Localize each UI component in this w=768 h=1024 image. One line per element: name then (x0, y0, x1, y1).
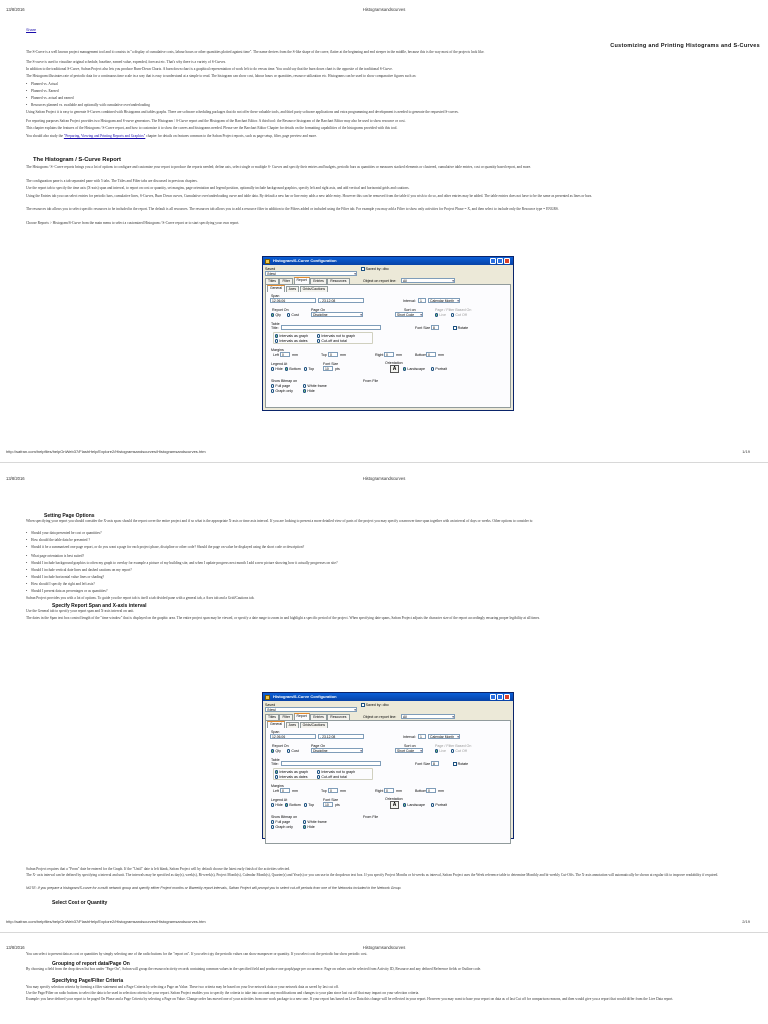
table-label: Table (271, 758, 280, 762)
p2-para-4: The dates in the Span text box control length of the "time window" that is displayed on the graphic area. The entire project span may be viewed, or specify a date range to zoom in and highlight a specific period of the project. When specifying date spans, Safran Project adjusts the character size of the report accordingly ensuring proper legibility at all times. (26, 616, 541, 620)
legend-hide-radio[interactable]: Hide (271, 803, 283, 807)
bottom-margin-label: Bottom (415, 789, 427, 793)
table-title-label: Title: (271, 326, 279, 330)
object-filter-select[interactable]: All ▾ (401, 278, 455, 283)
p2-bullet-2: • Should it be a summarized one page report, or do you want a page for each project phase, discipline or other code? Should the page on value be displayed using the short code or description? (26, 545, 742, 550)
intervals-not-graph-radio[interactable]: Intervals not to graph (317, 770, 355, 774)
legend-pts: pts (335, 803, 340, 807)
legend-at-label: Legend At (271, 798, 288, 802)
table-title-input[interactable] (281, 761, 381, 766)
right-margin-label: Right (375, 789, 384, 793)
page1-footer-page: 1/19 (742, 449, 750, 454)
tab-entries[interactable]: Entries (310, 714, 327, 720)
subtab-grids[interactable]: Grids/Cautions (300, 722, 328, 728)
p2-bullet-4: • Should I include background graphics to often my graph to overlay for example a picture of my building site, and when I update progress next month I add a new picture showing how it actually progresses on site? (26, 561, 742, 566)
bottom-mm: mm (438, 789, 444, 793)
interval-label: Interval: (403, 735, 416, 739)
intervals-graph-radio[interactable]: Intervals as graph (275, 334, 308, 338)
left-margin-label: Left (273, 789, 279, 793)
cutoff-total-radio[interactable]: Cut-off and total (317, 339, 347, 343)
top-margin-label: Top (321, 789, 327, 793)
p2-bullet-5: • Should I include vertical date lines and dashed cautions on my report? (26, 568, 742, 573)
maximize-button[interactable] (497, 694, 503, 700)
histogram-config-dialog-2[interactable] (262, 692, 514, 839)
orientation-label: Orientation (385, 797, 403, 801)
cost-radio[interactable]: Cost (287, 313, 299, 317)
saved-select[interactable]: (New) ▾ (265, 271, 357, 276)
tab-filter[interactable]: Filter (279, 278, 293, 284)
p2-note: NOTE: If you prepare a histogram/S-curve for a multi network group and specify either Project months or Biweekly report intervals, Safran Project will prompt you to select cut-off periods from one of the Networks included in the Network Group. (26, 886, 402, 890)
cutoff-radio: Cut Off (451, 749, 467, 753)
legend-top-radio[interactable]: Top (304, 803, 314, 807)
top-margin-input[interactable]: 0 (328, 788, 338, 793)
page-on-label: Page On (311, 744, 326, 748)
white-frame-radio[interactable]: White frame (303, 820, 327, 824)
legend-font-input[interactable]: 10 (323, 366, 333, 371)
sort-on-select[interactable]: Short Code ▾ (395, 748, 423, 753)
share-link[interactable]: Share (26, 28, 37, 32)
p2-para-1: When specifying your report you should consider the X-axis span: should the report cover the entire project and if so what is the appropriate X-axis or time axis interval. If you are looking to present a more detailed view of parts of the project you may specify a narrower time span together with an interval of days or weeks. Other options to consider is: (26, 519, 534, 523)
left-margin-input[interactable]: 0 (280, 788, 290, 793)
dialog-titlebar[interactable] (263, 257, 513, 265)
landscape-radio[interactable]: Landscape (403, 803, 425, 807)
page2-date: 13/8/2016 (6, 476, 25, 481)
cutoff-radio: Cut Off (451, 313, 467, 317)
span-to-input[interactable]: - 23.12.08 (318, 734, 364, 739)
p1-bullet-2: • Planned vs. actual and earned (26, 96, 742, 101)
p2-bullet-8: • Should I present data as percentages or as quantities? (26, 589, 742, 594)
font-size-input[interactable]: 8 (431, 325, 439, 330)
page1-footer-url: http://safran.com/helpfiles/helpOnWeb37/FlashHelp/Explore2/Histogramsandscurves/Histogramsandscurves.htm (6, 449, 206, 454)
interval-label: Interval: (403, 299, 416, 303)
subtab-axes[interactable]: Axes (286, 722, 300, 728)
graph-only-radio[interactable]: Graph only (271, 825, 293, 829)
show-bitmap-label: Show Bitmap on (271, 815, 298, 819)
span-label: Span (271, 730, 280, 734)
dialog-title: Histogram/S-Curve Configuration (273, 694, 337, 699)
p2-para-2: Safran Project provides you with a lot of options. To guide you the report tab is itself a tab divided pane with a general tab, a Axes tab and a Grid/Cautions tab. (26, 596, 255, 600)
live-radio: Live (435, 749, 446, 753)
p2-bullet-7: • How should I specify the right and left axis? (26, 582, 742, 587)
sub-tabs (267, 722, 329, 728)
close-button[interactable] (504, 694, 510, 700)
p3-para-5: Example: you have defined your report to be paged On Phase and a Page Criteria by selecting a Page on Value. Change order has moved one of your activities from one work package to a new one. If your report has based on Live Data this change will be reflected in your report. However you may want to base your report on data as of last Cut off for comparison reasons, and then would give you a report that would differ from the Live Data report. (26, 997, 674, 1001)
p1-para-2: In addition to the traditional S-Curve, Safran Project also lets you produce Burn-Down Charts. A burn down chart is a graphical representation of work left to do versus time. You could say that the burn down chart is the opposite of the traditional S-Curve. (26, 67, 393, 71)
page-filter-label: Page / Filter Based On (435, 744, 472, 748)
legend-bottom-radio[interactable]: Bottom (285, 803, 301, 807)
full-page-radio[interactable]: Full page (271, 820, 290, 824)
right-mm: mm (396, 789, 402, 793)
right-margin-input[interactable]: 0 (384, 352, 394, 357)
bitmap-hide-radio[interactable]: Hide (303, 825, 315, 829)
legend-font-label: Font Size (323, 362, 339, 366)
table-title-label: Title: (271, 762, 279, 766)
top-mm: mm (340, 789, 346, 793)
rotate-checkbox[interactable]: Rotate (453, 326, 468, 330)
close-button[interactable] (504, 258, 510, 264)
legend-font-input[interactable]: 10 (323, 802, 333, 807)
left-mm: mm (292, 353, 298, 357)
p3-para-4: Use the Page/Filter on radio buttons to select the data to be used in selection criteria for your report. Safran Project enables you to specify the criteria to take into account any modifications and changes to your plan since last cut off that may impact on your selection criteria. (26, 991, 420, 995)
page1-title: Histogramsandscurves (362, 7, 406, 12)
qty-radio[interactable]: Qty (271, 749, 281, 753)
span-to-input[interactable]: - 23.12.08 (318, 298, 364, 303)
p1-para3-5: Choose Reports > Histogram/S-Curve from the main menu to select a customized Histogram / S-Curve report or to start specifying your own report. (26, 221, 240, 225)
legend-top-radio[interactable]: Top (304, 367, 314, 371)
p1-para2-0: Using Safran Project it is easy to generate S-Curves combined with Histograms and tables graphs. There are software scheduling packages that do not offer these valuable tools, and third party software applications and extra programming and development is needed to generate the requested S-curves. (26, 110, 459, 114)
margins-label: Margins (271, 348, 284, 352)
orientation-label: Orientation (385, 361, 403, 365)
page1-heading: Customizing and Printing Histograms and S-Curves (610, 43, 760, 49)
intervals-dates-radio[interactable]: Intervals as dates (275, 339, 308, 343)
saved-by-checkbox[interactable]: Saved by: dbo (361, 267, 389, 271)
top-margin-label: Top (321, 353, 327, 357)
left-mm: mm (292, 789, 298, 793)
landscape-radio[interactable]: Landscape (403, 367, 425, 371)
page-on-label: Page On (311, 308, 326, 312)
saved-select[interactable]: (New) ▾ (265, 707, 357, 712)
left-margin-input[interactable]: 0 (280, 352, 290, 357)
font-size-label: Font Size (415, 762, 431, 766)
bottom-mm: mm (438, 353, 444, 357)
from-file-label: From File (363, 815, 379, 819)
report-on-label: Report On (272, 744, 289, 748)
legend-at-label: Legend At (271, 362, 288, 366)
font-size-label: Font Size (415, 326, 431, 330)
p1-para2-1: For reporting purposes Safran Project provides two Histogram and S-curve generators. The Histogram / S-Curve report and the Histogram of the Barchart Editor. A third tool: the Resource histogram of the Barchart Editor may also be used to show resource or cost. (26, 119, 406, 123)
cost-radio[interactable]: Cost (287, 749, 299, 753)
tab-entries[interactable]: Entries (310, 278, 327, 284)
intervals-graph-radio[interactable]: Intervals as graph (275, 770, 308, 774)
bitmap-hide-radio[interactable]: Hide (303, 389, 315, 393)
span-label: Span (271, 294, 280, 298)
p3-para-1: You can select to present data as cost or quantities by simply selecting one of the radio buttons for the "report on". If you select qty the periodic values can show manpower or quantity. If you select cost the periodic bar show periodic cost. (26, 952, 368, 956)
setting-page-options-heading: Setting Page Options (44, 513, 95, 519)
show-bitmap-label: Show Bitmap on (271, 379, 298, 383)
p2-bullet-3: • What page orientation is best suited? (26, 554, 742, 559)
p1-para3-4: The resources tab allows you to select specific resources to be included in the report. The default is all resources. The resources tab allows you to add a resource filter in addition to the Filters added or included using the Filter tab. For example you may add a Filter to show only activities for Project Phase = X, and then select to include only the Resource type = ENGRS. (26, 207, 559, 211)
maximize-button[interactable] (497, 258, 503, 264)
p2-para-6: The X- axis interval can be defined by specifying a interval and unit. The intervals may be specified as day(s), week(s), Bi-week(s), Project Month(s), Calendar Month(s), Quarter(s) and Year(s) or you can use in the dropdown text box. If you specify Project Months or bi-weeks as interval, Safran Project uses the Week reference table to determine Monthly and bi-weekly Cut-Offs. The X-axis annotation will automatically be shown at regular tilt to improve readability if required. (26, 873, 719, 877)
subtab-grids[interactable]: Grids/Cautions (300, 286, 328, 292)
tab-report[interactable]: Report (294, 277, 310, 284)
histogram-config-dialog[interactable] (262, 256, 514, 411)
tab-report[interactable]: Report (294, 713, 310, 720)
p1-para-3: The Histogram illustrates rate of periodic data for a continuous time scale in a way that is easy to understand at a simple to read. The histogram can show cost, labour hours or quantities, resource utilization etc. Histograms can be used to show comparative figures such as: (26, 74, 417, 78)
table-label: Table (271, 322, 280, 326)
table-title-input[interactable] (281, 325, 381, 330)
subtab-general[interactable]: General (267, 285, 285, 292)
legend-bottom-radio[interactable]: Bottom (285, 367, 301, 371)
p1-para3-0: The Histogram / S- Curve reports brings you a lot of options to configure and customize your report to produce the reports needed; define axis, select single or multiple S- Curves and specify their entries and budgets, periodic bars as quantities or measures stacked elements or clustered, cumulative table entries, cost or quantity based report, and more. (26, 165, 532, 169)
tab-filter[interactable]: Filter (279, 714, 293, 720)
interval-input[interactable]: 1 (418, 734, 426, 739)
intervals-not-graph-radio[interactable]: Intervals not to graph (317, 334, 355, 338)
legend-hide-radio[interactable]: Hide (271, 367, 283, 371)
report-on-label: Report On (272, 308, 289, 312)
reports-chapter-link[interactable]: "Preparing, Viewing and Printing Reports and Graphics" (63, 134, 146, 138)
orientation-icon: A (390, 801, 399, 809)
report-span-heading: Specify Report Span and X-axis interval (52, 603, 147, 609)
page2-footer-page: 2/19 (742, 919, 750, 924)
p1-para3-3: Using the Entries tab you can select entries for periodic bars, cumulative lines, S-Curves, Burn Down curves, Cumulative over/underloading curve and table data. By default a new bar or line entry adds a new table entry. However this can be removed from the table if you wish to do so, and other entries may be added. The table entries does not have to be the same as presented as lines or bars. (26, 194, 593, 198)
bottom-margin-input[interactable]: 0 (426, 788, 436, 793)
graph-only-radio[interactable]: Graph only (271, 389, 293, 393)
interval-unit-select[interactable]: Calendar Month ▾ (428, 298, 460, 303)
full-page-radio[interactable]: Full page (271, 384, 290, 388)
page-filter-label: Page / Filter Based On (435, 308, 472, 312)
bottom-margin-input[interactable]: 0 (426, 352, 436, 357)
p1-bullet-0: • Planned vs. Actual (26, 82, 742, 87)
top-mm: mm (340, 353, 346, 357)
bottom-margin-label: Bottom (415, 353, 427, 357)
p1-para-0: The S-Curve is a well known project management tool and it consists in "a display of cumulative costs, labour hours or other quantities plotted against time". The name derives from the S-like shape of the curve, flatter at the beginning and end steeper in the middle, because this is the way most of the projects look like. (26, 50, 485, 54)
tab-titles[interactable]: Titles (265, 278, 279, 284)
page-filter-heading: Specifying Page/Filter Criteria (52, 978, 124, 984)
qty-radio[interactable]: Qty (271, 313, 281, 317)
p3-para-2: By choosing a field from the drop down list box under "Page On", Safran will group the resource/activity records containing common values in the specified field and produce one graph/page per occurrence. Page on values can be selected from Activity ID, Resource and any defined Reference fields or Outline code. (26, 967, 482, 971)
object-filter-select[interactable]: All ▾ (401, 714, 455, 719)
p1-see-also: You should also study the "Preparing, Viewing and Printing Reports and Graphics" chapter for details on features common to the Safran Project reports, such as page setup, filter, page preview and more. (26, 134, 317, 138)
legend-pts: pts (335, 367, 340, 371)
portrait-radio[interactable]: Portrait (431, 803, 447, 807)
cutoff-total-radio[interactable]: Cut-off and total (317, 775, 347, 779)
subtab-axes[interactable]: Axes (286, 286, 300, 292)
saved-label: Saved (265, 703, 276, 707)
app-icon (265, 259, 270, 264)
dialog-title: Histogram/S-Curve Configuration (273, 258, 337, 263)
p1-para3-1: The configuration pane is a tab separated pane with 5 tabs. The Titles and Filter tabs are discussed in previous chapters. (26, 179, 198, 183)
p2-bullet-0: • Should your data presented be cost or quantities? (26, 531, 742, 536)
p3-para-3: You may specify selection criteria by forming a filter statement and a Page Criteria by selecting a Page on Value. These two criteria may be based on your live network data or your network data as saved by last cut off. (26, 985, 339, 989)
sub-tabs (267, 286, 329, 292)
tab-resources[interactable]: Resources (327, 714, 349, 720)
sort-on-select[interactable]: Short Code ▾ (395, 312, 423, 317)
right-margin-input[interactable]: 0 (384, 788, 394, 793)
p1-para3-2: Use the report tab to specify the time axis (X-axis) span and interval, to report on cost or quantity, set margins, page orientation and legend position, optionally include background graphics, specify left and right axis, and add vertical and horizontal grids and cautions. (26, 186, 410, 190)
interval-unit-select[interactable]: Calendar Month ▾ (428, 734, 460, 739)
minimize-button[interactable] (490, 258, 496, 264)
object-filter-label: Object on report line: (363, 715, 397, 719)
from-file-label: From File (363, 379, 379, 383)
p2-para-3: Use the General tab to specify your report span and X-axis interval on unit. (26, 609, 135, 613)
p1-bullet-1: • Planned vs. Earned (26, 89, 742, 94)
interval-input[interactable]: 1 (418, 298, 426, 303)
top-margin-input[interactable]: 0 (328, 352, 338, 357)
p1-para2-2: This chapter explains the features of the Histogram / S-Curve report, and how to customize it to show the curves and histograms needed. Please see the Barchart Editor Chapter for details on the formatting capabilities of the histograms provided with this tool. (26, 126, 398, 130)
tab-resources[interactable]: Resources (327, 278, 349, 284)
tab-titles[interactable]: Titles (265, 714, 279, 720)
margins-label: Margins (271, 784, 284, 788)
saved-by-checkbox[interactable]: Saved by: dbo (361, 703, 389, 707)
p2-bullet-1: • How should the table data be presented ? (26, 538, 742, 543)
span-from-input[interactable]: 12.06.06 (270, 734, 316, 739)
live-radio: Live (435, 313, 446, 317)
intervals-dates-radio[interactable]: Intervals as dates (275, 775, 308, 779)
white-frame-radio[interactable]: White frame (303, 384, 327, 388)
object-filter-label: Object on report line: (363, 279, 397, 283)
select-cost-quantity-heading: Select Cost or Quantity (52, 900, 108, 906)
page3-title: Histogramsandscurves (362, 945, 406, 950)
span-from-input[interactable]: 12.06.06 (270, 298, 316, 303)
page1-date: 13/8/2016 (6, 7, 25, 12)
sort-on-label: Sort on (404, 744, 416, 748)
page2-title: Histogramsandscurves (362, 476, 406, 481)
page2-footer-url: http://safran.com/helpfiles/helpOnWeb37/FlashHelp/Explore2/Histogramsandscurves/Histogramsandscurves.htm (6, 919, 206, 924)
p1-bullet-3: • Resources planned vs. available and optionally with cumulative over/underloading (26, 103, 742, 108)
p1-para-1: The S-curve is used to visualize original schedule, baseline, earned value, expended, forecast etc. That's why there is a variety of S-Curves. (26, 60, 227, 64)
p2-para-5: Safran Project requires that a "From" date be entered for the Graph. If the "Until" date is left blank, Safran Project will by default choose the latest early finish of the activities selected. (26, 867, 291, 871)
sort-on-label: Sort on (404, 308, 416, 312)
right-margin-label: Right (375, 353, 384, 357)
right-mm: mm (396, 353, 402, 357)
p2-bullet-6: • Should I include horizontal value lines or shading? (26, 575, 742, 580)
legend-font-label: Font Size (323, 798, 339, 802)
page3-date: 13/8/2016 (6, 945, 25, 950)
font-size-input[interactable]: 8 (431, 761, 439, 766)
left-margin-label: Left (273, 353, 279, 357)
page-on-select[interactable]: Discipline ▾ (311, 748, 363, 753)
app-icon (265, 695, 270, 700)
saved-label: Saved (265, 267, 276, 271)
portrait-radio[interactable]: Portrait (431, 367, 447, 371)
page-on-select[interactable]: Discipline ▾ (311, 312, 363, 317)
orientation-icon: A (390, 365, 399, 373)
minimize-button[interactable] (490, 694, 496, 700)
subtab-general[interactable]: General (267, 721, 285, 728)
rotate-checkbox[interactable]: Rotate (453, 762, 468, 766)
section-heading-report: The Histogram / S-Curve Report (33, 157, 121, 163)
grouping-heading: Grouping of report data/Page On (52, 961, 130, 967)
dialog-titlebar[interactable] (263, 693, 513, 701)
